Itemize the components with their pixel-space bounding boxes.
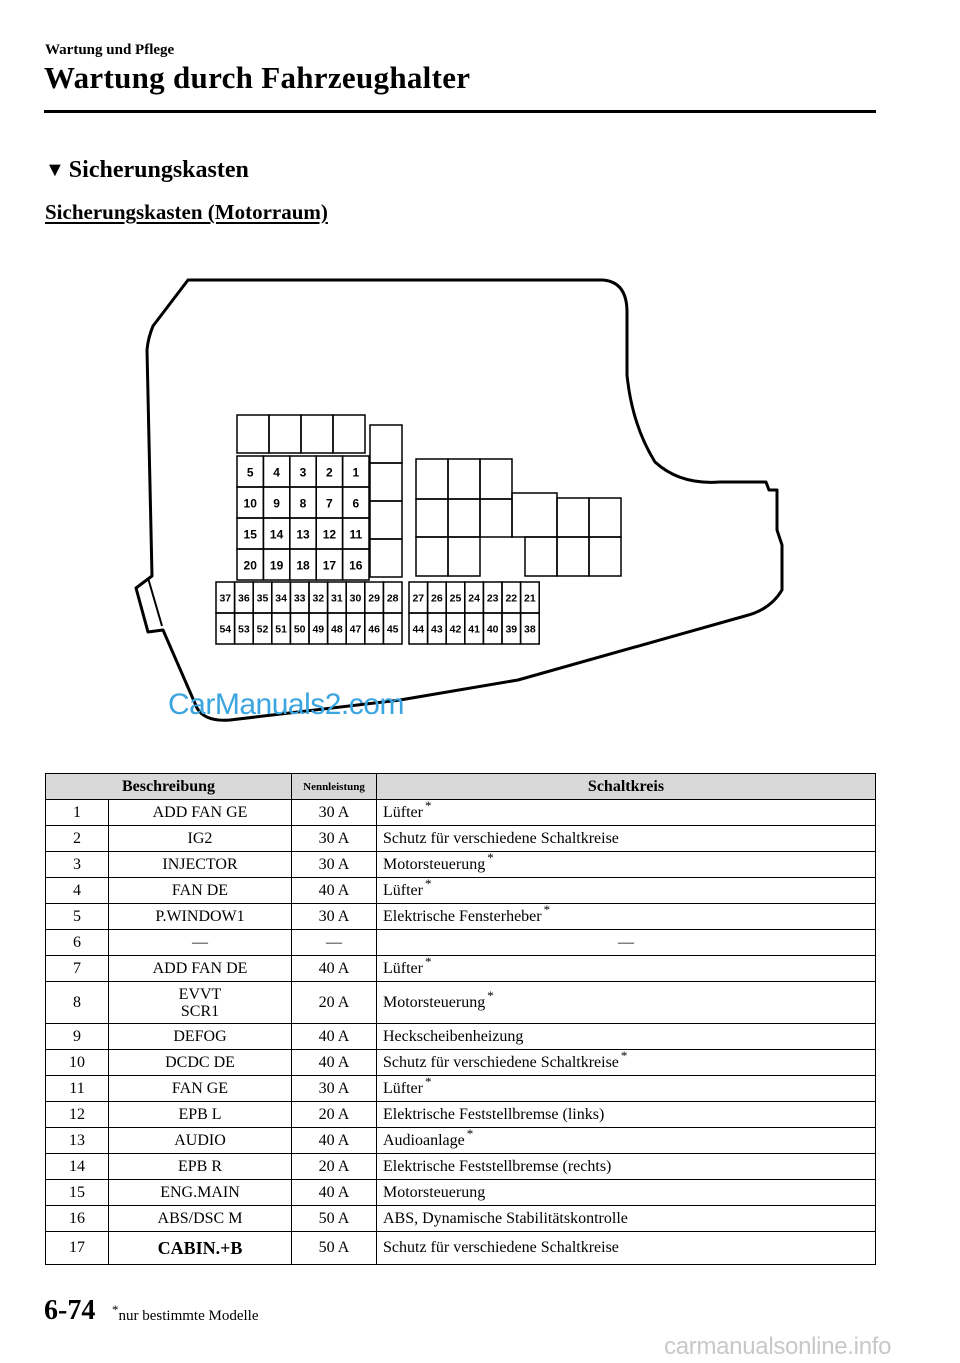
fuse-description-text: EPB L (178, 1106, 222, 1123)
fuse-rating-text: 30 A (318, 803, 350, 821)
fuse-number (46, 1050, 109, 1076)
fuse-description-text: P.WINDOW1 (155, 908, 245, 925)
fuse-rating (292, 904, 377, 930)
fuse-description (109, 982, 292, 1024)
fuse-number-text: 5 (73, 907, 81, 925)
fuse-rating-text: 20 A (318, 1105, 350, 1123)
fuse-description-text: DEFOG (173, 1028, 227, 1045)
fuse-description-text: IG2 (187, 830, 213, 847)
fuse-circuit-text: Lüfter (383, 959, 423, 977)
fuse-rating (292, 1154, 377, 1180)
table-row (46, 982, 876, 1024)
fuse-number (46, 956, 109, 982)
fuse-rating-text: 40 A (318, 1027, 350, 1045)
footnote (110, 1302, 259, 1325)
fuse-circuit (377, 1102, 876, 1128)
model-specific-star: * (424, 876, 432, 892)
fuse-number (46, 1024, 109, 1050)
fuse-number (46, 1206, 109, 1232)
relay-socket (557, 537, 589, 576)
fuse-rating-text: 50 A (318, 1239, 350, 1256)
fuse-description (109, 800, 292, 826)
table-row (46, 1024, 876, 1050)
watermark-footer: carmanualsonline.info (664, 1333, 892, 1360)
relay-socket (370, 539, 402, 577)
fuse-rating-text: 40 A (318, 881, 350, 899)
table-row (46, 956, 876, 982)
fuse-number (46, 852, 109, 878)
fuse-label: 17 (322, 558, 337, 573)
fuse-number-text: 6 (73, 933, 81, 951)
fuse-label: 22 (505, 592, 518, 605)
table-row (46, 826, 876, 852)
relay-socket (448, 537, 480, 576)
fuse-rating-text: — (326, 933, 342, 951)
relay-socket (480, 459, 512, 499)
fuse-number-text: 7 (73, 959, 81, 977)
fuse-rating-text: 20 A (318, 993, 350, 1011)
relay-socket (589, 498, 621, 537)
fuse-label: 35 (256, 592, 269, 605)
fuse-rating-text: 30 A (318, 907, 350, 925)
fuse-description (109, 1206, 292, 1232)
fuse-label: 2 (326, 465, 333, 480)
table-row (46, 878, 876, 904)
relay-socket (448, 459, 480, 499)
fuse-rating (292, 800, 377, 826)
fuse-label: 27 (412, 592, 425, 605)
fuse-label: 31 (331, 592, 343, 605)
fuse-circuit-text: Schutz für verschiedene Schaltkreise (383, 1053, 619, 1071)
fuse-circuit (377, 1154, 876, 1180)
fuse-number-text: 14 (69, 1157, 85, 1175)
fuse-circuit (377, 904, 876, 930)
fuse-number (46, 826, 109, 852)
fuse-rating (292, 878, 377, 904)
fuse-rating (292, 1024, 377, 1050)
table-row (46, 1232, 876, 1265)
fuse-label: 1 (352, 465, 360, 480)
fuse-number-text: 12 (69, 1105, 85, 1123)
fuse-circuit (377, 878, 876, 904)
fuse-rating-text: 40 A (318, 1131, 350, 1149)
fuse-number-text: 16 (69, 1209, 85, 1227)
table-row (46, 930, 876, 956)
fuse-circuit-text: Lüfter (383, 881, 423, 899)
fuse-description-text: ENG.MAIN (160, 1184, 240, 1201)
fuse-label: 44 (412, 623, 425, 636)
fuse-circuit (377, 956, 876, 982)
relay-socket (333, 415, 365, 453)
fuse-label: 47 (349, 623, 362, 636)
fuse-label: 32 (312, 592, 325, 605)
fuse-description-text: EPB R (177, 1158, 222, 1175)
fuse-label: 15 (243, 527, 257, 542)
fuse-description-text: — (192, 934, 208, 951)
fuse-label: 6 (352, 496, 360, 511)
fuse-number (46, 982, 109, 1024)
fuse-label: 38 (524, 623, 536, 636)
fuse-label: 21 (524, 592, 536, 605)
fuse-circuit (377, 852, 876, 878)
header-rating: Nennleistung (292, 774, 377, 800)
model-specific-star: * (543, 902, 551, 918)
relay-socket (237, 415, 269, 453)
fuse-circuit (377, 1206, 876, 1232)
fuse-description-text: ADD FAN DE (152, 960, 248, 977)
fuse-label: 19 (269, 558, 284, 573)
fuse-circuit (377, 1050, 876, 1076)
section-heading-text: Sicherungskasten (68, 157, 249, 183)
fuse-number-text: 9 (73, 1027, 81, 1045)
fuse-label: 28 (386, 592, 399, 605)
fuse-circuit-text: Elektrische Feststellbremse (links) (383, 1105, 605, 1123)
fuse-label: 45 (386, 623, 399, 636)
fuse-number-text: 1 (73, 803, 81, 821)
fuse-number (46, 878, 109, 904)
fuse-label: 39 (505, 623, 518, 636)
relay-socket (512, 493, 557, 537)
fuse-number-text: 8 (73, 993, 81, 1011)
fuse-description-text: FAN GE (171, 1080, 229, 1097)
fuse-description (109, 1102, 292, 1128)
relay-sockets (237, 415, 621, 577)
table-row (46, 904, 876, 930)
fuse-rating (292, 1102, 377, 1128)
fuse-rating (292, 1076, 377, 1102)
fuse-number-text: 10 (69, 1053, 85, 1071)
fuse-rating-text: 30 A (318, 855, 350, 873)
fuse-rating (292, 1128, 377, 1154)
fuse-circuit-text: Schutz für verschiedene Schaltkreise (383, 1239, 619, 1256)
fuse-rating (292, 1206, 377, 1232)
fuse-label: 42 (449, 623, 462, 636)
fuse-circuit (377, 982, 876, 1024)
fuse-description (109, 1024, 292, 1050)
fuse-circuit (377, 826, 876, 852)
relay-socket (525, 537, 557, 576)
table-row (46, 1076, 876, 1102)
fuse-description-text: INJECTOR (162, 856, 238, 873)
fuse-label: 9 (273, 496, 280, 511)
fuse-circuit-text: Schutz für verschiedene Schaltkreise (383, 829, 619, 847)
fuse-circuit (377, 1180, 876, 1206)
fuse-circuit (377, 1024, 876, 1050)
relay-socket (416, 537, 448, 576)
fuse-description (109, 1050, 292, 1076)
fuse-label: 36 (238, 592, 250, 605)
fuse-description (109, 878, 292, 904)
fuse-label: 8 (299, 496, 307, 511)
fuse-label: 33 (293, 592, 306, 605)
relay-socket (416, 499, 448, 537)
fuse-number (46, 1128, 109, 1154)
model-specific-star: * (424, 954, 432, 970)
fuse-circuit-text: Lüfter (383, 803, 423, 821)
fuse-number (46, 1154, 109, 1180)
relay-socket (370, 501, 402, 539)
fuse-circuit (377, 1076, 876, 1102)
model-specific-star: * (487, 850, 494, 866)
fuse-label: 48 (331, 623, 343, 636)
fuse-rating (292, 1232, 377, 1265)
fuse-number-text: 3 (73, 855, 81, 873)
table-row (46, 1128, 876, 1154)
triangle-down-icon: ▼ (45, 159, 65, 181)
fuse-description-text: DCDC DE (165, 1054, 235, 1071)
fuse-label: 30 (349, 592, 362, 605)
fuse-description-text: ABS/DSC M (157, 1210, 243, 1227)
table-row (46, 1154, 876, 1180)
fuse-rating (292, 1050, 377, 1076)
fuse-description-text: EVVT (178, 985, 222, 1003)
fuse-circuit (377, 1232, 876, 1265)
fuse-number-text: 11 (69, 1079, 85, 1097)
fuse-label: 11 (349, 527, 363, 542)
fuse-label: 50 (293, 623, 306, 636)
fuse-number-text: 13 (69, 1131, 85, 1149)
relay-socket (269, 415, 301, 453)
fuse-rating (292, 930, 377, 956)
fuse-label: 25 (449, 592, 462, 605)
fuse-label: 40 (486, 623, 499, 636)
fuse-circuit-text: — (618, 933, 634, 951)
table-row (46, 800, 876, 826)
fuse-label: 29 (368, 592, 380, 605)
fuse-grid (216, 456, 539, 644)
fuse-label: 18 (296, 558, 310, 573)
fuse-rating-text: 30 A (318, 829, 350, 847)
fuse-description-text: CABIN.+B (157, 1237, 243, 1258)
fuse-description (109, 1076, 292, 1102)
fuse-rating-text: 20 A (318, 1157, 350, 1175)
footnote-text: nur bestimmte Modelle (118, 1308, 259, 1324)
fuse-circuit-text: ABS, Dynamische Stabilitätskontrolle (383, 1209, 628, 1227)
fuse-number (46, 1180, 109, 1206)
fuse-description (109, 956, 292, 982)
fuse-circuit-text: Motorsteuerung (383, 855, 486, 873)
fuse-label: 46 (368, 623, 380, 636)
fuse-circuit-text: Elektrische Feststellbremse (rechts) (383, 1157, 612, 1175)
fuse-description (109, 904, 292, 930)
fuse-circuit-text: Motorsteuerung (383, 1183, 486, 1201)
breadcrumb: Wartung und Pflege (45, 42, 175, 58)
fuse-circuit-text: Heckscheibenheizung (383, 1027, 524, 1045)
fuse-circuit (377, 800, 876, 826)
page-title: Wartung durch Fahrzeughalter (44, 60, 471, 95)
watermark-logo: CarManuals2.com (168, 688, 404, 721)
fuse-label: 43 (431, 623, 443, 636)
fuse-rating-text: 40 A (318, 959, 350, 977)
fuse-label: 3 (299, 465, 307, 480)
fuse-number (46, 1102, 109, 1128)
table-row (46, 1050, 876, 1076)
fuse-rating-text: 50 A (318, 1209, 350, 1227)
relay-socket (557, 498, 589, 537)
fuse-label: 16 (349, 558, 363, 573)
subsection-heading: Sicherungskasten (Motorraum) (45, 200, 328, 224)
fuse-label: 13 (296, 527, 310, 542)
fuse-description (109, 852, 292, 878)
fuse-circuit-text: Motorsteuerung (383, 993, 486, 1011)
relay-socket (301, 415, 333, 453)
fuse-number (46, 800, 109, 826)
fuse-number-text: 17 (69, 1239, 85, 1256)
footnote-star: * (112, 1302, 119, 1317)
model-specific-star: * (466, 1126, 474, 1142)
fuse-number-text: 15 (69, 1183, 85, 1201)
relay-socket (370, 425, 402, 463)
fuse-circuit-text: Elektrische Fensterheber (383, 907, 542, 925)
fuse-label: 34 (275, 592, 287, 605)
fuse-rating (292, 852, 377, 878)
fuse-number (46, 1232, 109, 1265)
table-row (46, 1102, 876, 1128)
model-specific-star: * (424, 798, 432, 814)
fuse-number (46, 1076, 109, 1102)
fuse-label: 7 (326, 496, 333, 511)
model-specific-star: * (424, 1074, 432, 1090)
fuse-rating-text: 40 A (318, 1053, 350, 1071)
fuse-label: 53 (238, 623, 250, 636)
fuse-rating-text: 40 A (318, 1183, 350, 1201)
fuse-circuit-text: Lüfter (383, 1079, 423, 1097)
model-specific-star: * (620, 1048, 628, 1064)
fuse-table (45, 773, 876, 1265)
fuse-label: 26 (431, 592, 443, 605)
table-header-row (46, 774, 876, 800)
fuse-label: 37 (219, 592, 232, 605)
fuse-number-text: 4 (73, 881, 81, 899)
fuse-label: 4 (273, 465, 280, 480)
table-row (46, 1180, 876, 1206)
fuse-label: 24 (468, 592, 480, 605)
fuse-label: 14 (269, 527, 284, 542)
fuse-description-text: FAN DE (171, 882, 229, 899)
table-row (46, 1206, 876, 1232)
relay-socket (448, 499, 480, 537)
fuse-description (109, 1128, 292, 1154)
fuse-description-text: ADD FAN GE (152, 804, 248, 821)
mounting-tab (148, 578, 162, 626)
fuse-box-outline (136, 280, 782, 720)
fuse-label: 12 (322, 527, 337, 542)
fuse-circuit-text: Audioanlage (383, 1131, 465, 1149)
fuse-number (46, 930, 109, 956)
fuse-label: 52 (256, 623, 269, 636)
relay-socket (589, 537, 621, 576)
fuse-description (109, 930, 292, 956)
header-description: Beschreibung (46, 774, 292, 800)
fuse-number-text: 2 (73, 829, 81, 847)
fuse-label: 49 (312, 623, 325, 636)
fuse-description-text: AUDIO (174, 1132, 226, 1149)
fuse-rating (292, 982, 377, 1024)
fuse-label: 41 (468, 623, 480, 636)
fuse-number (46, 904, 109, 930)
relay-socket (480, 499, 512, 537)
fuse-description-line2: SCR1 (180, 1002, 220, 1020)
relay-socket (416, 459, 448, 499)
model-specific-star: * (487, 988, 494, 1004)
fuse-rating (292, 1180, 377, 1206)
fuse-description (109, 1180, 292, 1206)
relay-socket (370, 463, 402, 501)
fuse-description (109, 1154, 292, 1180)
fuse-label: 54 (219, 623, 232, 636)
fuse-label: 23 (486, 592, 499, 605)
fuse-rating (292, 826, 377, 852)
header-circuit: Schaltkreis (377, 774, 876, 800)
page-number: 6-74 (44, 1295, 96, 1326)
fuse-label: 51 (275, 623, 287, 636)
fuse-description (109, 826, 292, 852)
fuse-label: 10 (243, 496, 257, 511)
fuse-circuit (377, 1128, 876, 1154)
fuse-rating (292, 956, 377, 982)
fuse-rating-text: 30 A (318, 1079, 350, 1097)
fuse-description (109, 1232, 292, 1265)
fuse-circuit (377, 930, 876, 956)
fuse-label: 20 (243, 558, 257, 573)
table-row (46, 852, 876, 878)
fuse-label: 5 (246, 465, 254, 480)
